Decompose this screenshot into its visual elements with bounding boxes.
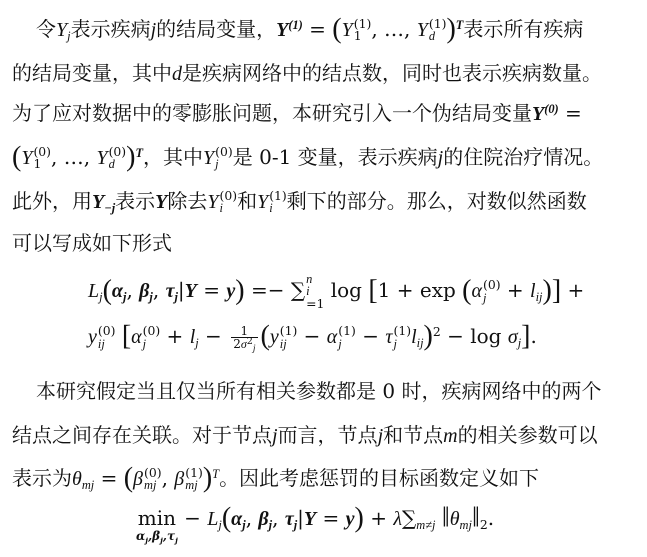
- p2-line-1: 本研究假定当且仅当所有相关参数都是 0 时，疾病网络中的两个: [36, 379, 602, 403]
- math-Y1-vector: $Y^{(1)}$: [276, 18, 303, 41]
- p1-line-6: 可以写成如下形式: [12, 231, 172, 255]
- loglik-equation-line-1: $L_j(\alpha_j$, $\beta_j$, $\tau_j|Y = y$) =− ∑ n i =1 log [1 + exp (α (0) j + $l_{ij}$)] +: [88, 272, 585, 311]
- p2-line-2: 结点之间存在关联。对于节点j而言，节点j和节点m的相关参数可以: [12, 423, 598, 447]
- fraction: $\frac{1}{2\sigma^2_j}$: [233, 324, 256, 355]
- objective-equation: min $\alpha_j,\beta_j,\tau_j$ − $L_j(\alpha_j$, $\beta_j$, $\tau_j|Y = y) + \lambda\sum_{m\ne j}$ $‖\theta_{mj}‖_2$.: [136, 502, 495, 545]
- p1-line-5: 此外，用$Y_{-j}$表示Y除去Y (0) i 和Y (1) i 剩下的部分。那么，对数似然函数: [12, 188, 587, 216]
- p2-line-3: 表示为$\theta_{mj} = (\beta$ (0) mj , β (1) mj )$^T$。因此考虑惩罚的目标函数定义如下: [12, 462, 540, 494]
- p1-line-2: 的结局变量，其中d是疾病网络中的结点数，同时也表示疾病数量。: [12, 61, 602, 85]
- p1-line-3: 为了应对数据中的零膨胀问题，本研究引入一个伪结局变量$Y^{(0)}$ =: [12, 101, 582, 125]
- math-Yj: $Y_j$: [56, 18, 71, 44]
- p1-line-1: 令$Y_j$表示疾病j的结局变量，$Y^{(1)} = (Y$ (1) 1 , …, Y (1) d )$^T$表示所有疾病: [36, 13, 584, 45]
- loglik-equation-line-2: y (0) ij [α (0) j + $l_j$ − $\frac{1}{2\sigma^2_j}$ (y (1) ij − α (1) j − τ (1) j $l_{ij})^2 - \log \sigma_j$].: [88, 320, 537, 355]
- p1-line-4: (Y (0) 1 , …, Y (0) d )$^T$，其中Y (0) j 是 0-1 变量，表示疾病j的住院治疗情况。: [12, 141, 604, 173]
